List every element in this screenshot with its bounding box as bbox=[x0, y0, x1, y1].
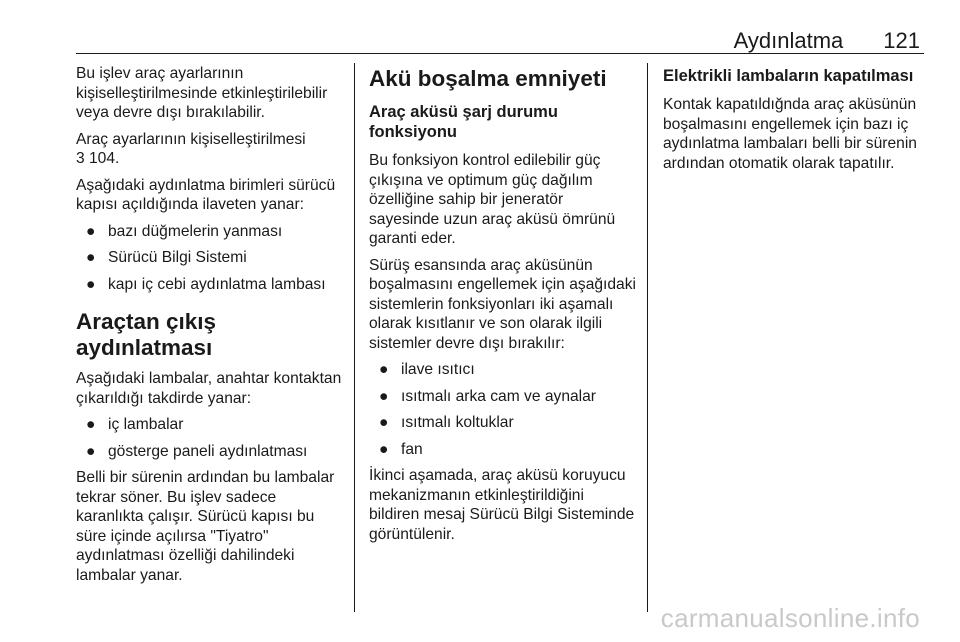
bullet-list bbox=[369, 360, 637, 459]
column-divider bbox=[354, 63, 355, 612]
column-2 bbox=[369, 64, 637, 551]
bullet-icon: ● bbox=[86, 275, 96, 293]
page-header bbox=[734, 24, 920, 54]
list-item: ● ilave ısıtıcı bbox=[379, 361, 475, 378]
bullet-icon: ● bbox=[379, 387, 389, 405]
paragraph: Bu fonksiyon kontrol edilebilir güç çıkışına ve optimum güç dağılım özelliğine sahip bir jeneratör sayesinde uzun araç aküsü ömrünü garanti eder. bbox=[369, 152, 616, 247]
subsection-heading: Araç aküsü şarj durumu fonksiyonu bbox=[369, 103, 558, 141]
column-divider bbox=[647, 63, 648, 612]
paragraph: Kontak kapatıldığnda araç aküsünün boşalmasını engellemek için bazı iç aydınlatma lambaları belli bir sürenin ardından otomatik olarak tapatılır. bbox=[663, 96, 917, 172]
paragraph: İkinci aşamada, araç aküsü koruyucu mekanizmanın etkinleştirildiğini bildiren mesaj Sürücü Bilgi Sisteminde görüntülenir. bbox=[369, 467, 635, 543]
paragraph: Aşağıdaki lambalar, anahtar kontaktan çıkarıldığı takdirde yanar: bbox=[76, 370, 342, 407]
paragraph: Aşağıdaki aydınlatma birimleri sürücü kapısı açıldığında ilaveten yanar: bbox=[76, 176, 336, 213]
bullet-icon: ● bbox=[86, 222, 96, 240]
page-reference-link[interactable]: 3 104. bbox=[76, 150, 120, 167]
list-item: ● gösterge paneli aydınlatması bbox=[86, 442, 308, 460]
column-1 bbox=[76, 64, 344, 592]
subsection-heading: Elektrikli lambaların kapatılması bbox=[663, 67, 914, 85]
page-number: 121 bbox=[883, 28, 920, 53]
section-name: Aydınlatma bbox=[733, 28, 844, 53]
bullet-icon: ● bbox=[379, 361, 389, 378]
bullet-list bbox=[76, 222, 344, 295]
bullet-icon: ● bbox=[86, 416, 96, 433]
list-item: ● bazı düğmelerin yanması bbox=[86, 222, 283, 240]
list-item: ● ısıtmalı koltuklar bbox=[379, 414, 514, 431]
bullet-icon: ● bbox=[86, 249, 96, 266]
paragraph: Bu işlev araç ayarlarının kişiselleştirilmesinde etkinleştirilebilir veya devre dışı bırakılabilir. bbox=[76, 65, 328, 121]
bullet-icon: ● bbox=[379, 440, 389, 458]
list-item: ● iç lambalar bbox=[86, 416, 184, 433]
list-item: ● ısıtmalı arka cam ve aynalar bbox=[379, 387, 596, 405]
list-item: ● fan bbox=[379, 440, 423, 458]
list-item: ● Sürücü Bilgi Sistemi bbox=[86, 249, 247, 266]
section-heading: Araçtan çıkış aydınlatması bbox=[76, 309, 217, 360]
bullet-list bbox=[76, 415, 344, 461]
column-3 bbox=[663, 64, 928, 180]
paragraph: Belli bir sürenin ardından bu lambalar tekrar söner. Bu işlev sadece karanlıkta çalışır. Sürücü kapısı bu süre içinde açılırsa "Tiyatro" aydınlatması özelliği dahilindeki lambalar yanar. bbox=[76, 469, 335, 584]
bullet-icon: ● bbox=[379, 414, 389, 431]
header-rule bbox=[76, 53, 924, 54]
section-heading: Akü boşalma emniyeti bbox=[369, 66, 607, 91]
paragraph: Sürüş esansında araç aküsünün boşalmasını engellemek için aşağıdaki sistemlerin fonksiyonları iki aşamalı olarak kısıtlanır ve son olarak ilgili sistemler devre dışı bırakılır: bbox=[369, 256, 636, 352]
paragraph bbox=[76, 130, 344, 169]
bullet-icon: ● bbox=[86, 442, 96, 460]
paragraph-text: Araç ayarlarının kişiselleştirilmesi bbox=[76, 130, 306, 148]
list-item: ● kapı iç cebi aydınlatma lambası bbox=[86, 275, 326, 293]
watermark: carmanualsonline.info bbox=[660, 603, 920, 633]
